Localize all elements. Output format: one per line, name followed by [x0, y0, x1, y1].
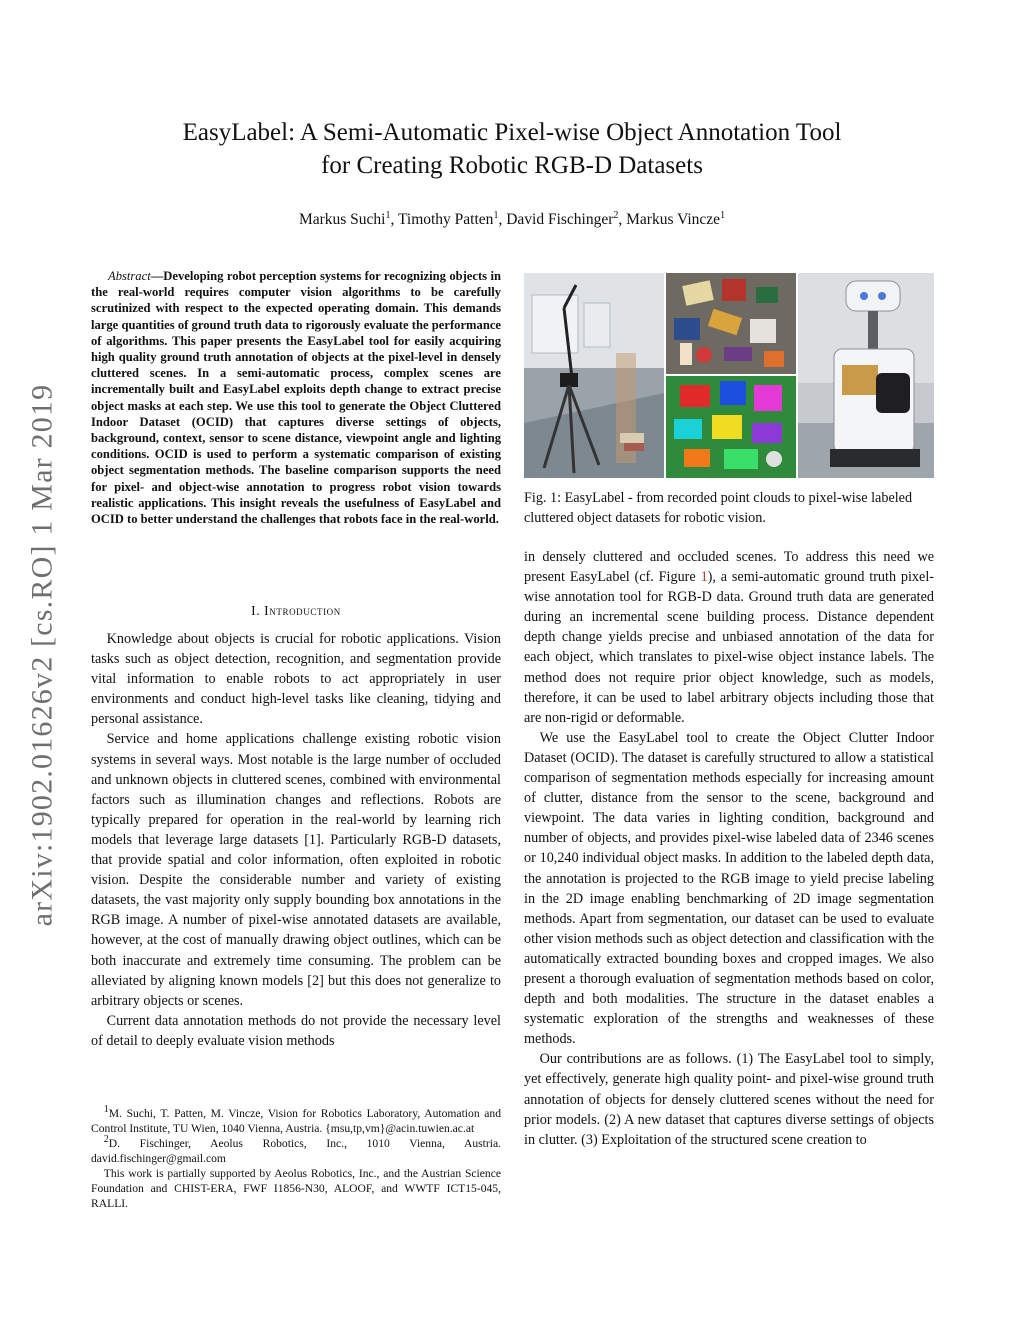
- abstract: [91, 268, 501, 527]
- paragraph: We use the EasyLabel tool to create the Object Clutter Indoor Dataset (OCID). The dataset is carefully structured to allow a statistical comparison of segmentation methods especially for increasing amount of clutter, distance from the sensor to the scene, background and viewpoint. The data varies in lighting condition, background and number of objects, and provides pixel-wise labeled data of 2346 scenes or 10,240 individual object masks. In addition to the labeled depth data, the annotation is projected to the RGB image to yield precise labeling in the 2D image enabling benchmarking of 2D image segmentation methods. Apart from segmentation, our dataset can be used to evaluate other vision methods such as object detection and classification with the automatically extracted bounding boxes and cropped images. We also present a thorough evaluation of segmentation methods based on color, depth and both modalities. The structure in the dataset enables a systematic exploration of the strengths and weaknesses of these methods.: [524, 729, 934, 1048]
- author-affiliation: 1: [720, 209, 726, 221]
- section-heading-introduction: [91, 603, 501, 619]
- footnote-mark: 1: [103, 1104, 109, 1116]
- author-affiliation: 2: [613, 209, 619, 221]
- abstract-dash: —: [150, 269, 164, 283]
- paper-title: [92, 116, 932, 182]
- paragraph: Service and home applications challenge existing robotic vision systems in several ways. Most notable is the large number of occluded and unknown objects in cluttered scenes, combined with environmental factors such as illumination changes and reflections. Robots are typically prepared for operation in the real-world by learning rich models that leverage large datasets [1]. Particularly RGB-D datasets, that provide spatial and color information, often exploited in robotic vision. Despite the considerable number and variety of existing datasets, the vast majority only supply bounding box annotations in the RGB image. A number of pixel-wise annotated datasets are available, however, at the cost of manually drawing object outlines, which can be both inaccurate and extremely time consuming. The problem can be alleviated by aligning known models [2] but this does not generalize to arbitrary objects or scenes.: [91, 731, 501, 1009]
- paragraph: Current data annotation methods do not provide the necessary level of detail to deeply evaluate vision methods: [91, 1012, 501, 1049]
- section-title: Introduction: [264, 603, 341, 618]
- footnote-mark: 2: [103, 1134, 109, 1146]
- footnotes: [91, 1106, 501, 1211]
- footnote: [91, 1136, 501, 1166]
- footnote-text: M. Suchi, T. Patten, M. Vincze, Vision for Robotics Laboratory, Automation and Control Institute, TU Wien, 1040 Vienna, Austria. {msu,tp,vm}@acin.tuwien.ac.at: [91, 1107, 501, 1135]
- author-separator: ,: [498, 211, 507, 228]
- paragraph: Knowledge about objects is crucial for robotic applications. Vision tasks such as object detection, recognition, and segmentation provide vital information to enable robots to act appropriately in user environments and conduct high-level tasks like cleaning, tidying and personal assistance.: [91, 631, 501, 728]
- author-name: Markus Vincze: [626, 211, 721, 228]
- author-affiliation: 1: [493, 209, 499, 221]
- author-separator: ,: [618, 211, 627, 228]
- labeled-segmentation-image: [666, 376, 796, 478]
- figure-reference-link[interactable]: 1: [700, 569, 708, 586]
- right-column-body: [524, 547, 934, 1150]
- paragraph-text: in densely cluttered and occluded scenes. To address this need we present EasyLabel (cf. Figure: [524, 549, 934, 586]
- section-number: I.: [251, 603, 261, 618]
- footnote-text: This work is partially supported by Aeolus Robotics, Inc., and the Austrian Science Foundation and CHIST-ERA, FWF I1856-N30, ALOOF, and WWTF ICT15-045, RALLI.: [91, 1167, 501, 1210]
- author-list: [92, 210, 932, 230]
- paragraph-text: ), a semi-automatic ground truth pixel-wise annotation tool for RGB-D data. Ground truth data are generated during an incremental scene building process. Distance dependent depth change yields precise and unbiased annotation of the data for each object, which translates to pixel-wise object instance labels. The method does not require prior object knowledge, such as models, therefore, it can be used to label arbitrary objects including those that are non-rigid or deformable.: [524, 569, 934, 726]
- footnote: [91, 1166, 501, 1211]
- title-line-2: for Creating Robotic RGB-D Datasets: [321, 152, 703, 179]
- footnote: [91, 1106, 501, 1136]
- cluttered-objects-image: [666, 273, 796, 374]
- figure-image: [524, 273, 934, 478]
- title-line-1: EasyLabel: A Semi-Automatic Pixel-wise Object Annotation Tool: [182, 119, 842, 146]
- paragraph: Our contributions are as follows. (1) The EasyLabel tool to simply, yet effectively, generate high quality point- and pixel-wise ground truth annotation of objects for densely cluttered scenes without the need for prior models. (2) A new dataset that captures diverse settings of objects in clutter. (3) Exploitation of the structured scene creation to: [524, 1051, 934, 1148]
- author-name: Markus Suchi: [298, 211, 386, 228]
- abstract-label: Abstract: [108, 269, 151, 283]
- paragraph: [524, 547, 934, 728]
- abstract-text: Developing robot perception systems for recognizing objects in the real-world requires computer vision algorithms to be carefully scrutinized with respect to the expected operating domain. This demands large quantities of ground truth data to rigorously evaluate the performance of algorithms. This paper presents the EasyLabel tool for easily acquiring high quality ground truth annotation of objects at the pixel-level in densely cluttered scenes. In a semi-automatic process, complex scenes are incrementally built and EasyLabel exploits depth change to extract precise object masks at each step. We use this tool to generate the Object Cluttered Indoor Dataset (OCID) that captures diverse settings of objects, background, context, sensor to scene distance, viewpoint angle and lighting conditions. OCID is used to perform a systematic comparison of existing object segmentation methods. The baseline comparison supports the need for pixel- and object-wise annotation to progress robot vision towards realistic applications. This insight reveals the usefulness of EasyLabel and OCID to better understand the challenges that robots face in the real-world.: [91, 269, 501, 527]
- left-column-body: [91, 629, 501, 1051]
- arxiv-id-text: arXiv:1902.01626v2 [cs.RO] 1 Mar 2019: [25, 383, 59, 927]
- robot-image: [798, 273, 934, 478]
- arxiv-identifier: [16, 345, 68, 965]
- lab-scene-image: [524, 273, 664, 478]
- author-name: David Fischinger: [506, 211, 614, 228]
- author-affiliation: 1: [385, 209, 391, 221]
- author-name: Timothy Patten: [397, 211, 494, 228]
- footnote-text: D. Fischinger, Aeolus Robotics, Inc., 1010 Vienna, Austria. david.fischinger@gmail.com: [91, 1137, 501, 1165]
- author-separator: ,: [390, 211, 398, 228]
- figure-1: [524, 273, 934, 478]
- figure-caption: Fig. 1: EasyLabel - from recorded point clouds to pixel-wise labeled cluttered object datasets for robotic vision.: [524, 490, 913, 526]
